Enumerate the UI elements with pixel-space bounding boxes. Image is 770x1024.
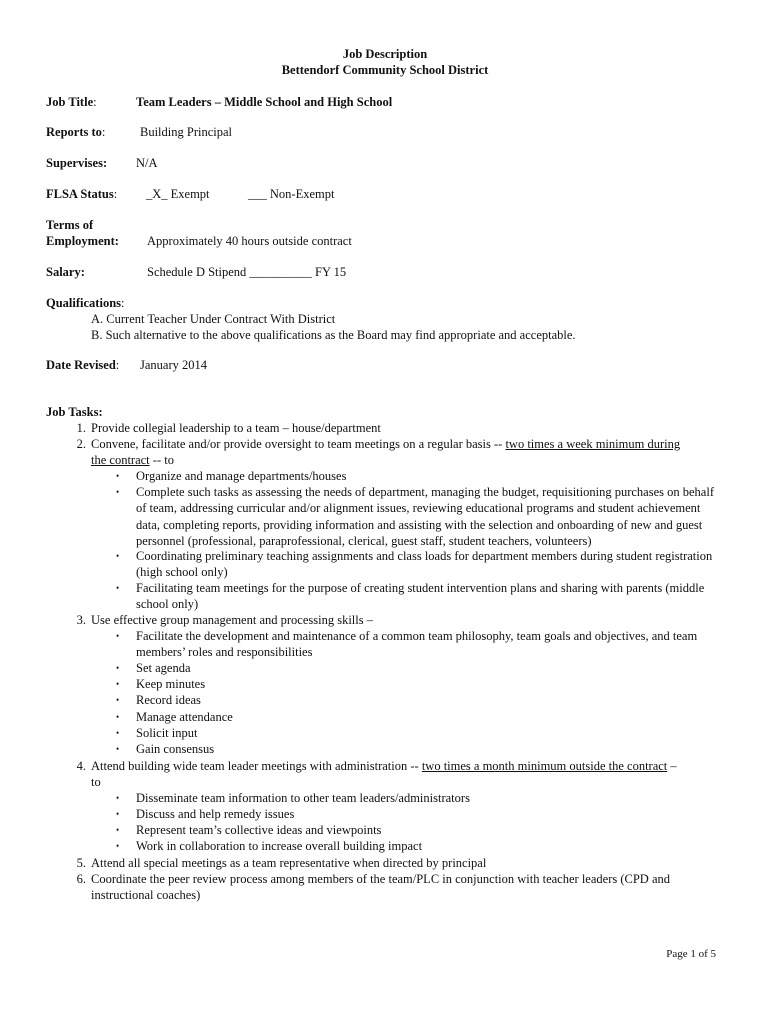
- bullet-text: Represent team’s collective ideas and viewpoints: [136, 823, 382, 837]
- bullet-item: [116, 790, 470, 806]
- task-emphasis: the contract: [91, 453, 150, 467]
- qualifications-label-row: [46, 295, 125, 311]
- task-continuation: to: [91, 775, 101, 789]
- reports-to-label-row: [46, 124, 105, 140]
- bullet-item: [116, 806, 295, 822]
- date-revised-colon: :: [115, 358, 120, 372]
- bullet-item: [116, 660, 191, 676]
- qualifications-colon: :: [121, 296, 125, 310]
- task-text: –: [667, 759, 677, 773]
- bullet-icon: •: [116, 487, 120, 497]
- bullet-icon: •: [116, 663, 120, 673]
- salary-value: Schedule D Stipend __________ FY 15: [147, 265, 347, 279]
- bullet-icon: •: [116, 712, 120, 722]
- job-title-colon: :: [93, 95, 97, 109]
- document-title: Job Description: [342, 47, 428, 61]
- terms-label-line2: Employment:: [46, 234, 119, 248]
- reports-to-value: Building Principal: [140, 125, 233, 139]
- task-continuation: [91, 452, 174, 468]
- task-item: [76, 871, 716, 904]
- bullet-text: Facilitating team meetings for the purpose of creating student intervention plans and sharing with parents (middle school only): [136, 581, 705, 612]
- page-number: Page 1 of 5: [666, 948, 716, 960]
- bullet-item: [116, 484, 716, 550]
- terms-label-line1: Terms of: [46, 218, 94, 232]
- bullet-icon: •: [116, 793, 120, 803]
- task-text: Provide collegial leadership to a team – house/department: [91, 421, 381, 435]
- bullet-item: [116, 692, 201, 708]
- task-item: [76, 758, 677, 774]
- task-number: 2.: [76, 437, 86, 451]
- date-revised-value: January 2014: [140, 358, 207, 372]
- bullet-icon: •: [116, 583, 120, 593]
- task-number: 4.: [76, 759, 86, 773]
- bullet-icon: •: [116, 744, 120, 754]
- task-item: [76, 420, 381, 436]
- bullet-icon: •: [116, 695, 120, 705]
- task-text: Coordinate the peer review process among members of the team/PLC in conjunction with teacher leaders (CPD and instructional coaches): [91, 872, 670, 903]
- bullet-icon: •: [116, 471, 120, 481]
- reports-to-label: Reports to: [46, 125, 102, 139]
- bullet-item: [116, 580, 716, 613]
- task-number: 5.: [76, 856, 86, 870]
- reports-to-colon: :: [101, 125, 106, 139]
- flsa-colon: :: [113, 187, 118, 201]
- task-number: 3.: [76, 613, 86, 627]
- terms-value: Approximately 40 hours outside contract: [147, 234, 352, 248]
- supervises-label: Supervises:: [46, 156, 108, 170]
- bullet-text: Keep minutes: [136, 677, 206, 691]
- bullet-item: [116, 628, 716, 661]
- bullet-item: [116, 725, 198, 741]
- task-item: [76, 612, 373, 628]
- date-revised-label: Date Revised: [46, 358, 116, 372]
- bullet-item: [116, 709, 233, 725]
- bullet-icon: •: [116, 679, 120, 689]
- flsa-exempt: _X_ Exempt: [146, 187, 210, 201]
- task-number: 1.: [76, 421, 86, 435]
- task-item: [76, 855, 487, 871]
- task-item: [76, 436, 681, 452]
- bullet-icon: •: [116, 551, 120, 561]
- salary-label: Salary:: [46, 265, 85, 279]
- bullet-text: Manage attendance: [136, 710, 233, 724]
- bullet-text: Gain consensus: [136, 742, 215, 756]
- task-emphasis: two times a week minimum during: [505, 437, 681, 451]
- flsa-nonexempt: ___ Non-Exempt: [248, 187, 335, 201]
- job-title-label: Job Title: [46, 95, 94, 109]
- bullet-item: [116, 548, 716, 581]
- bullet-text: Organize and manage departments/houses: [136, 469, 347, 483]
- district-name: Bettendorf Community School District: [281, 63, 489, 77]
- bullet-text: Complete such tasks as assessing the needs of department, managing the budget, requisitioning purchases on behalf of team, addressing curricular and/or alignment issues, reviewing educational programs and student achievement data, completing reports, providing information and assisting with the selection and onboarding of new and guest personnel (professional, paraprofessional, clerical, guest staff, student teachers, volunteers): [136, 485, 714, 549]
- bullet-icon: •: [116, 631, 120, 641]
- supervises-value: N/A: [136, 156, 158, 170]
- job-tasks-heading: Job Tasks:: [46, 405, 103, 419]
- flsa-label-row: [46, 186, 117, 202]
- qualifications-label: Qualifications: [46, 296, 122, 310]
- task-emphasis: two times a month minimum outside the contract: [421, 759, 668, 773]
- bullet-item: [116, 468, 716, 484]
- qualification-item: A. Current Teacher Under Contract With District: [91, 312, 336, 326]
- task-text: Attend building wide team leader meetings with administration --: [91, 759, 422, 773]
- bullet-text: Disseminate team information to other team leaders/administrators: [136, 791, 470, 805]
- task-text: Use effective group management and processing skills –: [91, 613, 373, 627]
- bullet-text: Coordinating preliminary teaching assignments and class loads for department members during student registration (high school only): [136, 549, 713, 580]
- flsa-label: FLSA Status: [46, 187, 114, 201]
- date-revised-label-row: [46, 357, 119, 373]
- bullet-icon: •: [116, 809, 120, 819]
- qualification-item: B. Such alternative to the above qualifications as the Board may find appropriate and acceptable.: [91, 328, 576, 342]
- task-number: 6.: [76, 872, 86, 886]
- task-text: -- to: [149, 453, 174, 467]
- bullet-text: Solicit input: [136, 726, 198, 740]
- bullet-text: Discuss and help remedy issues: [136, 807, 295, 821]
- bullet-text: Record ideas: [136, 693, 201, 707]
- job-title-value: Team Leaders – Middle School and High School: [136, 95, 393, 109]
- bullet-item: [116, 676, 206, 692]
- bullet-icon: •: [116, 841, 120, 851]
- bullet-text: Work in collaboration to increase overall building impact: [136, 839, 423, 853]
- bullet-item: [116, 822, 382, 838]
- task-text: Convene, facilitate and/or provide oversight to team meetings on a regular basis --: [91, 437, 506, 451]
- bullet-text: Set agenda: [136, 661, 191, 675]
- bullet-text: Facilitate the development and maintenance of a common team philosophy, team goals and objectives, and team members’ roles and responsibilities: [136, 629, 698, 660]
- bullet-icon: •: [116, 825, 120, 835]
- task-text: Attend all special meetings as a team representative when directed by principal: [91, 856, 487, 870]
- bullet-icon: •: [116, 728, 120, 738]
- job-title-label-row: [46, 94, 97, 110]
- bullet-item: [116, 741, 215, 757]
- bullet-item: [116, 838, 423, 854]
